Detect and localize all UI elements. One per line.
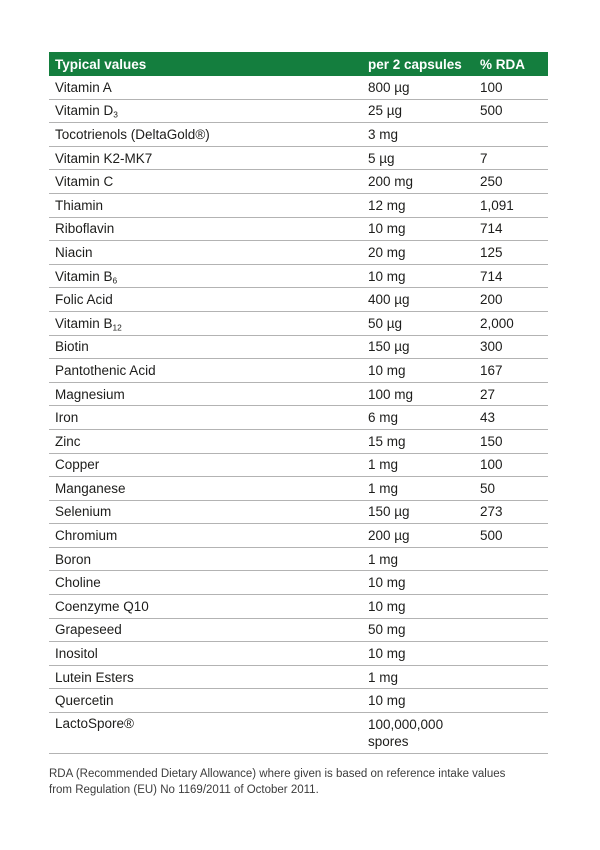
table-row	[49, 76, 548, 100]
table-row	[49, 571, 548, 595]
table-row	[49, 359, 548, 383]
table-row	[49, 336, 548, 360]
ingredient-name: Inositol	[55, 646, 98, 662]
table-row	[49, 265, 548, 289]
amount-per-2-capsules: 150 µg	[368, 339, 410, 355]
percent-rda-value: 300	[480, 339, 503, 355]
percent-rda-value: 273	[480, 504, 503, 520]
ingredient-name: Vitamin A	[55, 79, 112, 95]
ingredient-name: Biotin	[55, 339, 89, 355]
header-percent-rda: % RDA	[480, 56, 526, 72]
amount-per-2-capsules: 10 mg	[368, 362, 406, 378]
table-row	[49, 170, 548, 194]
ingredient-name: Niacin	[55, 244, 93, 260]
percent-rda-value: 200	[480, 292, 503, 308]
amount-per-2-capsules: 25 µg	[368, 103, 403, 119]
percent-rda-value: 43	[480, 410, 496, 426]
percent-rda-value: 250	[480, 174, 503, 190]
table-row	[49, 689, 548, 713]
table-row	[49, 524, 548, 548]
table-row	[49, 713, 548, 754]
rda-footnote: RDA (Recommended Dietary Allowance) where given is based on reference intake values from Regulation (EU) No 1169/2011 of October 2011.	[49, 768, 506, 796]
table-header-row	[49, 52, 548, 76]
percent-rda-value: 27	[480, 386, 496, 402]
amount-per-2-capsules: 3 mg	[368, 126, 399, 142]
amount-per-2-capsules: 20 mg	[368, 244, 406, 260]
ingredient-name: Vitamin $D_3$	[55, 103, 118, 120]
ingredient-name-subscript: 6	[112, 275, 118, 286]
table-row	[49, 312, 548, 336]
amount-per-2-capsules: 800 µg	[368, 79, 410, 95]
ingredient-name: Grapeseed	[55, 622, 122, 638]
amount-per-2-capsules: 5 µg	[368, 150, 395, 166]
ingredient-name: Chromium	[55, 528, 118, 544]
ingredient-name: Vitamin K2-MK7	[55, 150, 153, 166]
ingredient-name: Copper	[55, 457, 100, 473]
percent-rda-value: 150	[480, 433, 503, 449]
percent-rda-value: 714	[480, 268, 503, 284]
amount-per-2-capsules: 50 mg	[368, 622, 406, 638]
ingredient-name: Quercetin	[55, 693, 114, 709]
amount-per-2-capsules: 10 mg	[368, 221, 406, 237]
table-row	[49, 501, 548, 525]
amount-per-2-capsules: 200 µg	[368, 528, 410, 544]
ingredient-name-subscript: 12	[112, 322, 122, 333]
percent-rda-value: 7	[480, 150, 488, 166]
amount-per-2-capsules: 50 µg	[368, 315, 403, 331]
table-row	[49, 123, 548, 147]
amount-per-2-capsules: 400 µg	[368, 292, 410, 308]
amount-per-2-capsules: 100,000,000 spores	[368, 717, 444, 750]
amount-per-2-capsules: 1 mg	[368, 669, 399, 685]
percent-rda-value: 167	[480, 362, 503, 378]
header-per-2-capsules: per 2 capsules	[368, 56, 462, 72]
table-row	[49, 477, 548, 501]
table-row	[49, 406, 548, 430]
table-row	[49, 241, 548, 265]
amount-per-2-capsules: 15 mg	[368, 433, 406, 449]
amount-per-2-capsules: 12 mg	[368, 197, 406, 213]
ingredient-name: Folic Acid	[55, 292, 113, 308]
amount-per-2-capsules: 1 mg	[368, 457, 399, 473]
ingredient-name: Choline	[55, 575, 101, 591]
table-row	[49, 619, 548, 643]
amount-per-2-capsules: 1 mg	[368, 551, 399, 567]
ingredient-name: Riboflavin	[55, 221, 115, 237]
table-row	[49, 100, 548, 124]
table-row	[49, 642, 548, 666]
percent-rda-value: 1,091	[480, 197, 514, 213]
percent-rda-value: 500	[480, 103, 503, 119]
table-row	[49, 194, 548, 218]
amount-per-2-capsules: 200 mg	[368, 174, 414, 190]
table-row	[49, 430, 548, 454]
table-body	[49, 76, 548, 754]
ingredient-name: LactoSpore®	[55, 716, 134, 732]
percent-rda-value: 100	[480, 457, 503, 473]
percent-rda-value: 714	[480, 221, 503, 237]
amount-per-2-capsules: 100 mg	[368, 386, 414, 402]
header-typical-values: Typical values	[55, 56, 147, 72]
amount-per-2-capsules: 10 mg	[368, 575, 406, 591]
table-row	[49, 454, 548, 478]
percent-rda-value: 2,000	[480, 315, 514, 331]
amount-per-2-capsules: 6 mg	[368, 410, 399, 426]
amount-per-2-capsules: 10 mg	[368, 693, 406, 709]
amount-per-2-capsules: 10 mg	[368, 598, 406, 614]
table-row	[49, 595, 548, 619]
percent-rda-value: 100	[480, 79, 503, 95]
ingredient-name: Vitamin $B_{12}$	[55, 315, 122, 333]
percent-rda-value: 125	[480, 244, 503, 260]
ingredient-name: Manganese	[55, 480, 126, 496]
amount-per-2-capsules: 150 µg	[368, 504, 410, 520]
amount-per-2-capsules: 1 mg	[368, 480, 399, 496]
amount-per-2-capsules: 10 mg	[368, 268, 406, 284]
ingredient-name: Boron	[55, 551, 92, 567]
ingredient-name: Pantothenic Acid	[55, 362, 156, 378]
table-row	[49, 666, 548, 690]
ingredient-name: Lutein Esters	[55, 669, 134, 685]
table-row	[49, 383, 548, 407]
ingredient-name: Selenium	[55, 504, 112, 520]
percent-rda-value: 500	[480, 528, 503, 544]
ingredient-name: Zinc	[55, 433, 81, 449]
ingredient-name: Tocotrienols (DeltaGold®)	[55, 126, 210, 142]
ingredient-name-subscript: 3	[113, 109, 118, 120]
table-row	[49, 288, 548, 312]
amount-per-2-capsules: 10 mg	[368, 646, 406, 662]
table-row	[49, 218, 548, 242]
ingredient-name: Vitamin $B_6$	[55, 268, 118, 286]
ingredient-name: Thiamin	[55, 197, 104, 213]
nutrition-table	[49, 52, 548, 754]
ingredient-name: Coenzyme Q10	[55, 598, 149, 614]
percent-rda-value: 50	[480, 480, 496, 496]
ingredient-name: Vitamin C	[55, 174, 114, 190]
ingredient-name: Magnesium	[55, 386, 125, 402]
ingredient-name: Iron	[55, 410, 79, 426]
table-row	[49, 548, 548, 572]
table-row	[49, 147, 548, 171]
